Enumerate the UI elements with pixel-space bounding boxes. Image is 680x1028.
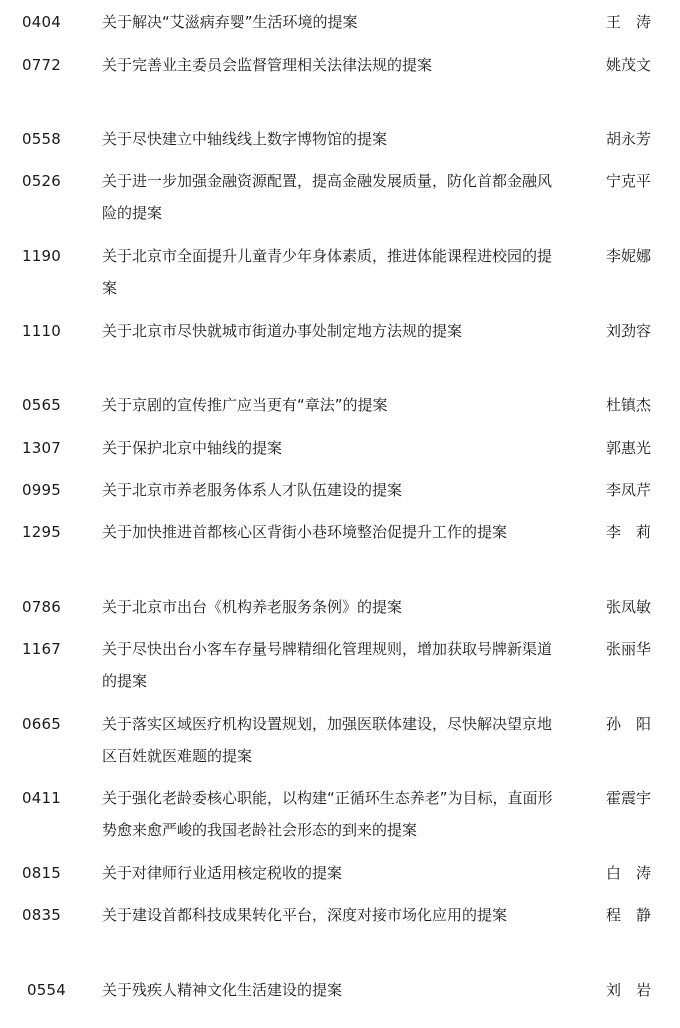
proposal-title: 关于北京市出台《机构养老服务条例》的提案	[102, 598, 403, 616]
proposal-number: 0995	[22, 481, 61, 499]
proposal-number: 0665	[22, 715, 61, 733]
proposer-name: 刘 岩	[605, 981, 651, 999]
proposal-number: 1110	[22, 322, 61, 340]
proposal-title: 关于完善业主委员会监督管理相关法律法规的提案	[102, 56, 433, 74]
proposer-name: 王 涛	[605, 13, 651, 31]
proposal-number: 0411	[22, 789, 61, 807]
proposer-name: 胡永芳	[605, 130, 651, 148]
proposer-name: 姚茂文	[605, 56, 651, 74]
proposal-number: 0815	[22, 864, 61, 882]
proposal-number: 0554	[27, 981, 66, 999]
proposal-title: 关于尽快出台小客车存量号牌精细化管理规则，增加获取号牌新渠道的提案	[102, 640, 553, 690]
proposer-name: 孙 阳	[605, 715, 651, 733]
proposal-title: 关于保护北京中轴线的提案	[102, 439, 283, 457]
proposal-number: 0404	[22, 13, 61, 31]
proposal-number: 0565	[22, 396, 61, 414]
proposer-name: 刘劲容	[605, 322, 651, 340]
proposal-title: 关于进一步加强金融资源配置，提高金融发展质量，防化首都金融风险的提案	[102, 172, 553, 222]
proposal-title: 关于北京市尽快就城市街道办事处制定地方法规的提案	[102, 322, 463, 340]
proposer-name: 宁克平	[605, 172, 651, 190]
proposal-title: 关于加快推进首都核心区背街小巷环境整治促提升工作的提案	[102, 523, 508, 541]
proposal-number: 1295	[22, 523, 61, 541]
proposal-number: 1307	[22, 439, 61, 457]
proposer-name: 郭惠光	[605, 439, 651, 457]
proposer-name: 杜镇杰	[605, 396, 651, 414]
proposal-number: 0835	[22, 906, 61, 924]
proposer-name: 李妮娜	[605, 247, 651, 265]
proposer-name: 霍震宇	[605, 789, 651, 807]
proposal-title: 关于残疾人精神文化生活建设的提案	[102, 981, 343, 999]
proposer-name: 张凤敏	[605, 598, 651, 616]
proposal-title: 关于解决“艾滋病弃婴”生活环境的提案	[102, 13, 358, 31]
proposal-number: 0772	[22, 56, 61, 74]
proposal-number: 0558	[22, 130, 61, 148]
proposal-title: 关于建设首都科技成果转化平台，深度对接市场化应用的提案	[102, 906, 508, 924]
proposer-name: 程 静	[605, 906, 651, 924]
proposer-name: 白 涛	[605, 864, 651, 882]
proposal-number: 1167	[22, 640, 61, 658]
proposer-name: 李凤芹	[605, 481, 651, 499]
proposal-title: 关于落实区域医疗机构设置规划，加强医联体建设，尽快解决望京地区百姓就医难题的提案	[102, 715, 553, 765]
proposal-number: 0526	[22, 172, 61, 190]
proposal-number: 0786	[22, 598, 61, 616]
proposal-number: 1190	[22, 247, 61, 265]
proposal-title: 关于北京市全面提升儿童青少年身体素质，推进体能课程进校园的提案	[102, 247, 553, 297]
proposal-title: 关于京剧的宣传推广应当更有“章法”的提案	[102, 396, 388, 414]
proposal-title: 关于北京市养老服务体系人才队伍建设的提案	[102, 481, 403, 499]
proposal-title: 关于尽快建立中轴线线上数字博物馆的提案	[102, 130, 388, 148]
proposer-name: 李 莉	[605, 523, 651, 541]
proposal-title: 关于强化老龄委核心职能，以构建“正循环生态养老”为目标，直面形势愈来愈严峻的我国老龄社会形态的到来的提案	[102, 789, 553, 839]
proposer-name: 张丽华	[605, 640, 651, 658]
proposal-title: 关于对律师行业适用核定税收的提案	[102, 864, 343, 882]
